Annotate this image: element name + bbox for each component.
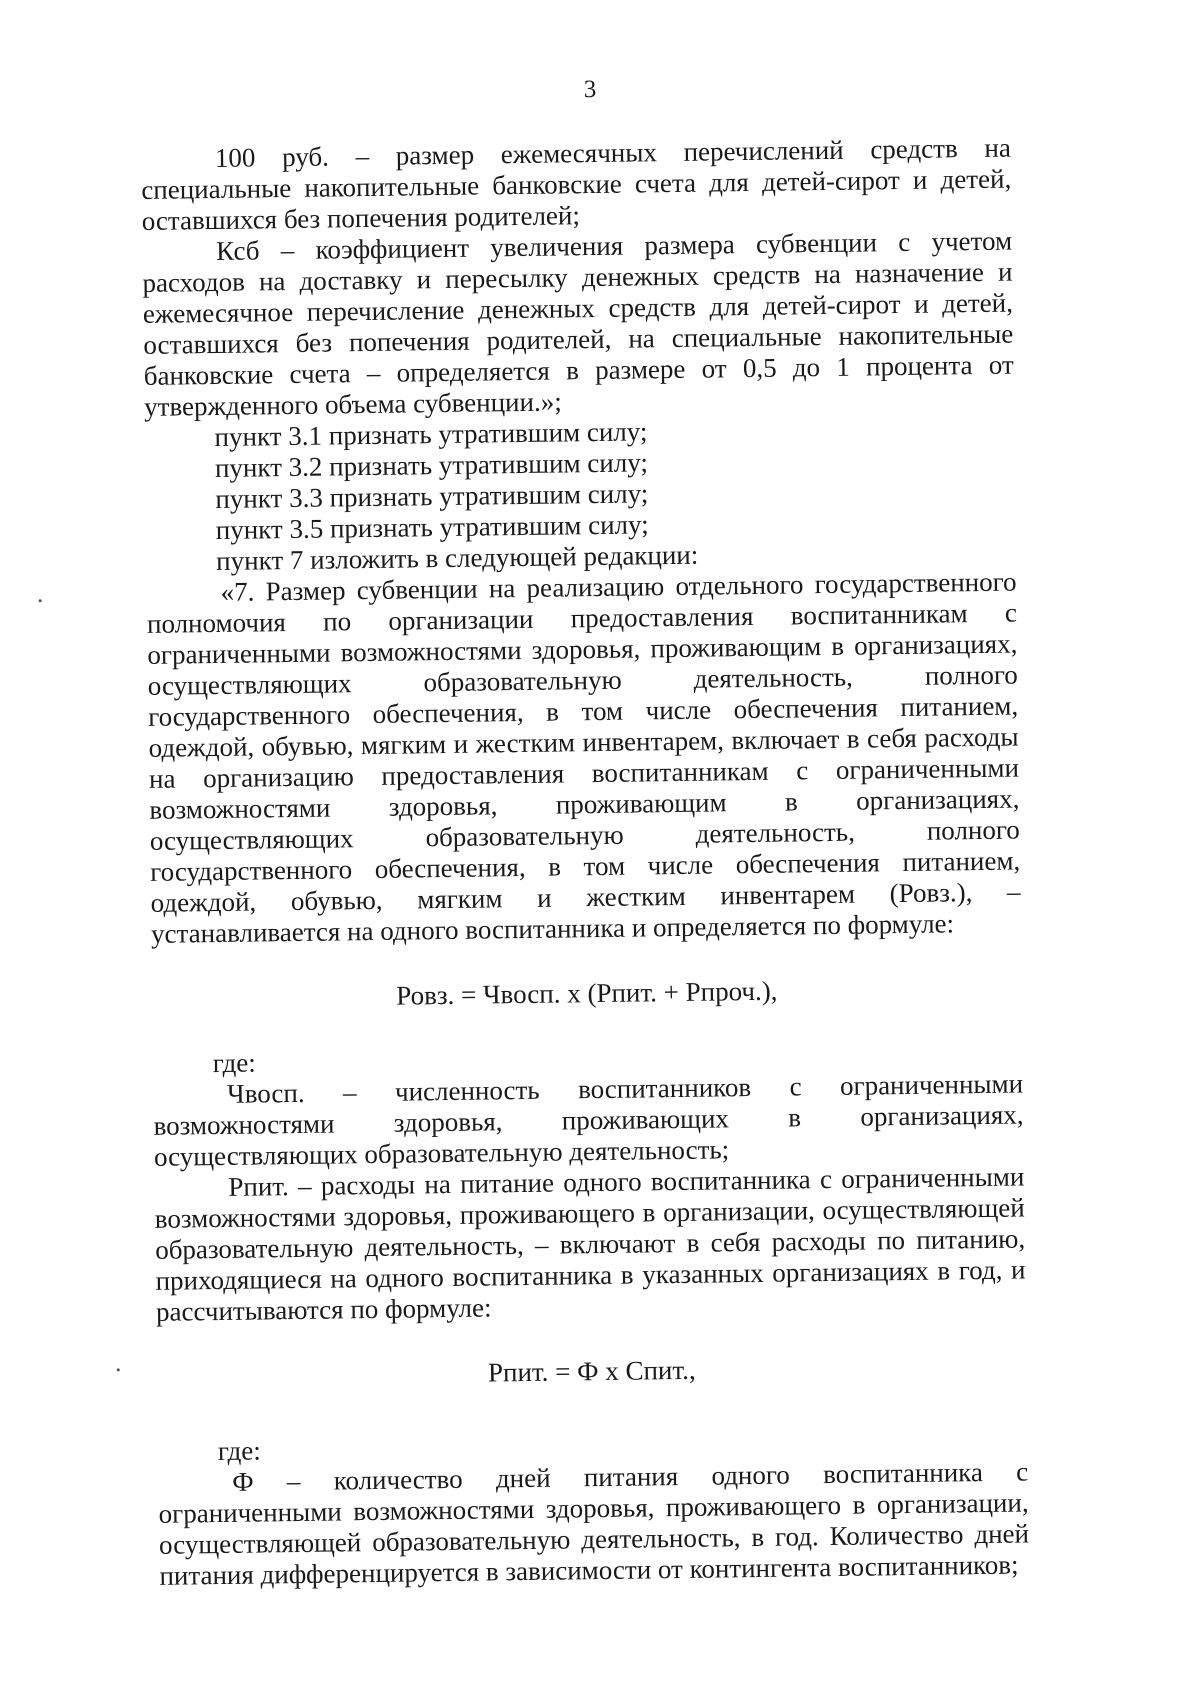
where-label: где: [212, 1047, 256, 1079]
list-item: пункт 3.5 признать утратившим силу; [215, 509, 649, 546]
where-label: где: [217, 1435, 261, 1467]
list-item: пункт 7 изложить в следующей редакции: [215, 539, 699, 576]
paragraph-ksb: Ксб – коэффициент увеличения размера субвенции с учетом расходов на доставку и пересылку денежных средств на назначение и ежемесячное перечисление денежных средств для детей-сирот и детей, оставшихся без попечения родителей, на специальные накопительные банковские счета – определяется в размере от 0,5 до 1 процента от утвержденного объема субвенции.»; [142, 225, 1014, 422]
document-body [141, 133, 1030, 1592]
formula-rovz: Ровз. = Чвосп. х (Рпит. + Рпроч.), [396, 975, 778, 1011]
list-item: пункт 3.1 признать утратившим силу; [214, 416, 648, 453]
definition-f: Ф – количество дней питания одного воспитанника с ограниченными возможностями здоровья, проживающего в организации, осуществляющей образовательную деятельность, в год. Количество дней питания дифференцируется в зависимости от контингента воспитанников; [158, 1456, 1030, 1591]
paragraph-100-rub: 100 руб. – размер ежемесячных перечислений средств на специальные накопительные банковские счета для детей-сирот и детей, оставшихся без попечения родителей; [141, 132, 1012, 236]
paragraph-clause-7: «7. Размер субвенции на реализацию отдельного государственного полномочия по организации предоставления воспитанникам с ограниченными возможностями здоровья, проживающим в организациях, осуществляющих образовательную деятельность, полного государственного обеспечения, в том числе обеспечения питанием, одеждой, обувью, мягким и жестким инвентарем, включает в себя расходы на организацию предоставления воспитанникам с ограниченными возможностями здоровья, проживающим в организациях, осуществляющих образовательную деятельность, полного государственного обеспечения, в том числе обеспечения питанием, одеждой, обувью, мягким и жестким инвентарем (Ровз.), – устанавливается на одного воспитанника и определяется по формуле: [146, 566, 1021, 949]
scan-speck [117, 1368, 120, 1371]
page-number: 3 [583, 75, 597, 104]
list-item: пункт 3.3 признать утратившим силу; [215, 478, 649, 515]
definition-rpit: Рпит. – расходы на питание одного воспитанника с ограниченными возможностями здоровья, проживающего в организации, осуществляющей образовательную деятельность, – включают в себя расходы по питанию, приходящиеся на одного воспитанника в указанных организациях в год, и рассчитываются по формуле: [154, 1161, 1026, 1327]
formula-rpit: Рпит. = Ф х Спит., [487, 1354, 696, 1388]
scan-speck [39, 599, 42, 602]
definition-chvosp: Чвосп. – численность воспитанников с ограниченными возможностями здоровья, проживающих в организациях, осуществляющих образовательную деятельность; [153, 1068, 1024, 1172]
list-item: пункт 3.2 признать утратившим силу; [214, 447, 649, 484]
